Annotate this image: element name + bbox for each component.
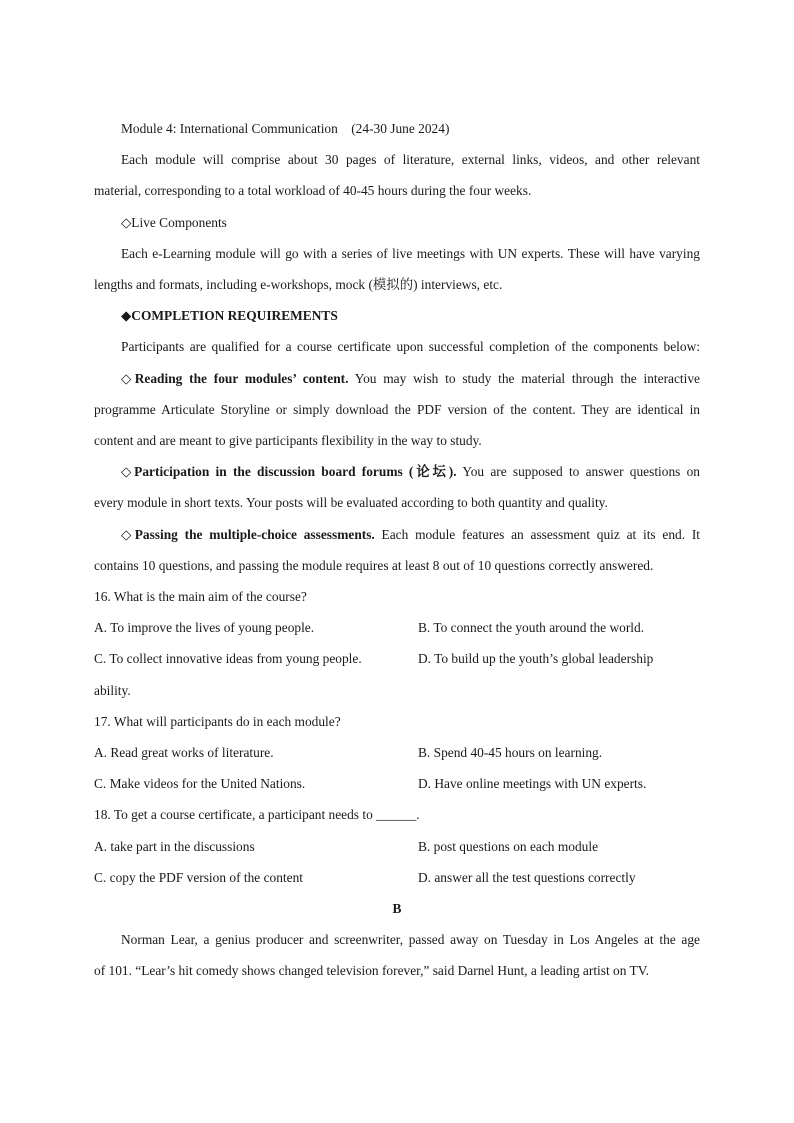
reading-label: ◇Reading the four modules’ content.: [121, 371, 349, 386]
forums-line-1: [121, 464, 700, 480]
reading-text: You may wish to study the material through the interactive: [348, 371, 700, 386]
question-18-stem: 18. To get a course certificate, a participant needs to ______.: [94, 807, 420, 822]
question-17-option-b: B. Spend 40-45 hours on learning.: [418, 745, 603, 760]
forums-text: You are supposed to answer questions on: [456, 464, 700, 479]
question-16-option-d: D. To build up the youth’s global leadership: [418, 651, 654, 666]
completion-intro: Participants are qualified for a course certificate upon successful completion of the components below:: [121, 339, 700, 354]
live-line-1: Each e-Learning module will go with a series of live meetings with UN experts. These will have varying: [121, 246, 700, 261]
assessments-line-2: contains 10 questions, and passing the module requires at least 8 out of 10 questions correctly answered.: [94, 558, 654, 573]
question-18-option-b: B. post questions on each module: [418, 839, 599, 854]
section-b-line-2: of 101. “Lear’s hit comedy shows changed television forever,” said Darnel Hunt, a leading artist on TV.: [94, 963, 650, 978]
workload-line-2: material, corresponding to a total workload of 40-45 hours during the four weeks.: [94, 183, 532, 198]
assessments-label: ◇Passing the multiple-choice assessments.: [121, 527, 375, 542]
module4-dates: (24-30 June 2024): [351, 121, 450, 136]
forums-label: ◇Participation in the discussion board forums (论坛).: [121, 464, 457, 479]
question-16-option-c: C. To collect innovative ideas from young people.: [94, 651, 362, 666]
question-17-option-a: A. Read great works of literature.: [94, 745, 274, 760]
question-18-option-a: A. take part in the discussions: [94, 839, 255, 854]
question-16-option-b: B. To connect the youth around the world.: [418, 620, 645, 635]
workload-line-1: Each module will comprise about 30 pages of literature, external links, videos, and other relevant: [121, 152, 700, 167]
forums-line-2: every module in short texts. Your posts will be evaluated according to both quantity and quality.: [94, 495, 608, 510]
assessments-text: Each module features an assessment quiz at its end. It: [374, 527, 700, 542]
question-16-option-a: A. To improve the lives of young people.: [94, 620, 315, 635]
question-17-option-c: C. Make videos for the United Nations.: [94, 776, 306, 791]
completion-heading: ◆COMPLETION REQUIREMENTS: [121, 308, 338, 323]
question-18-option-d: D. answer all the test questions correctly: [418, 870, 636, 885]
module4-title: Module 4: International Communication: [121, 121, 338, 136]
question-16-option-d-cont: ability.: [94, 683, 131, 698]
reading-line-3: content and are meant to give participants flexibility in the way to study.: [94, 433, 482, 448]
module4-line: [121, 121, 700, 137]
section-b-label: B: [392, 901, 402, 916]
section-b-line-1: Norman Lear, a genius producer and screenwriter, passed away on Tuesday in Los Angeles at the age: [121, 932, 700, 947]
live-components-heading: ◇Live Components: [121, 215, 227, 230]
assessments-line-1: [121, 527, 700, 543]
question-18-option-c: C. copy the PDF version of the content: [94, 870, 304, 885]
reading-line-2: programme Articulate Storyline or simply download the PDF version of the content. They are identical in: [94, 402, 700, 417]
reading-line-1: [121, 371, 700, 387]
question-17-stem: 17. What will participants do in each module?: [94, 714, 341, 729]
question-16-stem: 16. What is the main aim of the course?: [94, 589, 307, 604]
question-17-option-d: D. Have online meetings with UN experts.: [418, 776, 647, 791]
live-line-2: lengths and formats, including e-workshops, mock (模拟的) interviews, etc.: [94, 277, 503, 292]
